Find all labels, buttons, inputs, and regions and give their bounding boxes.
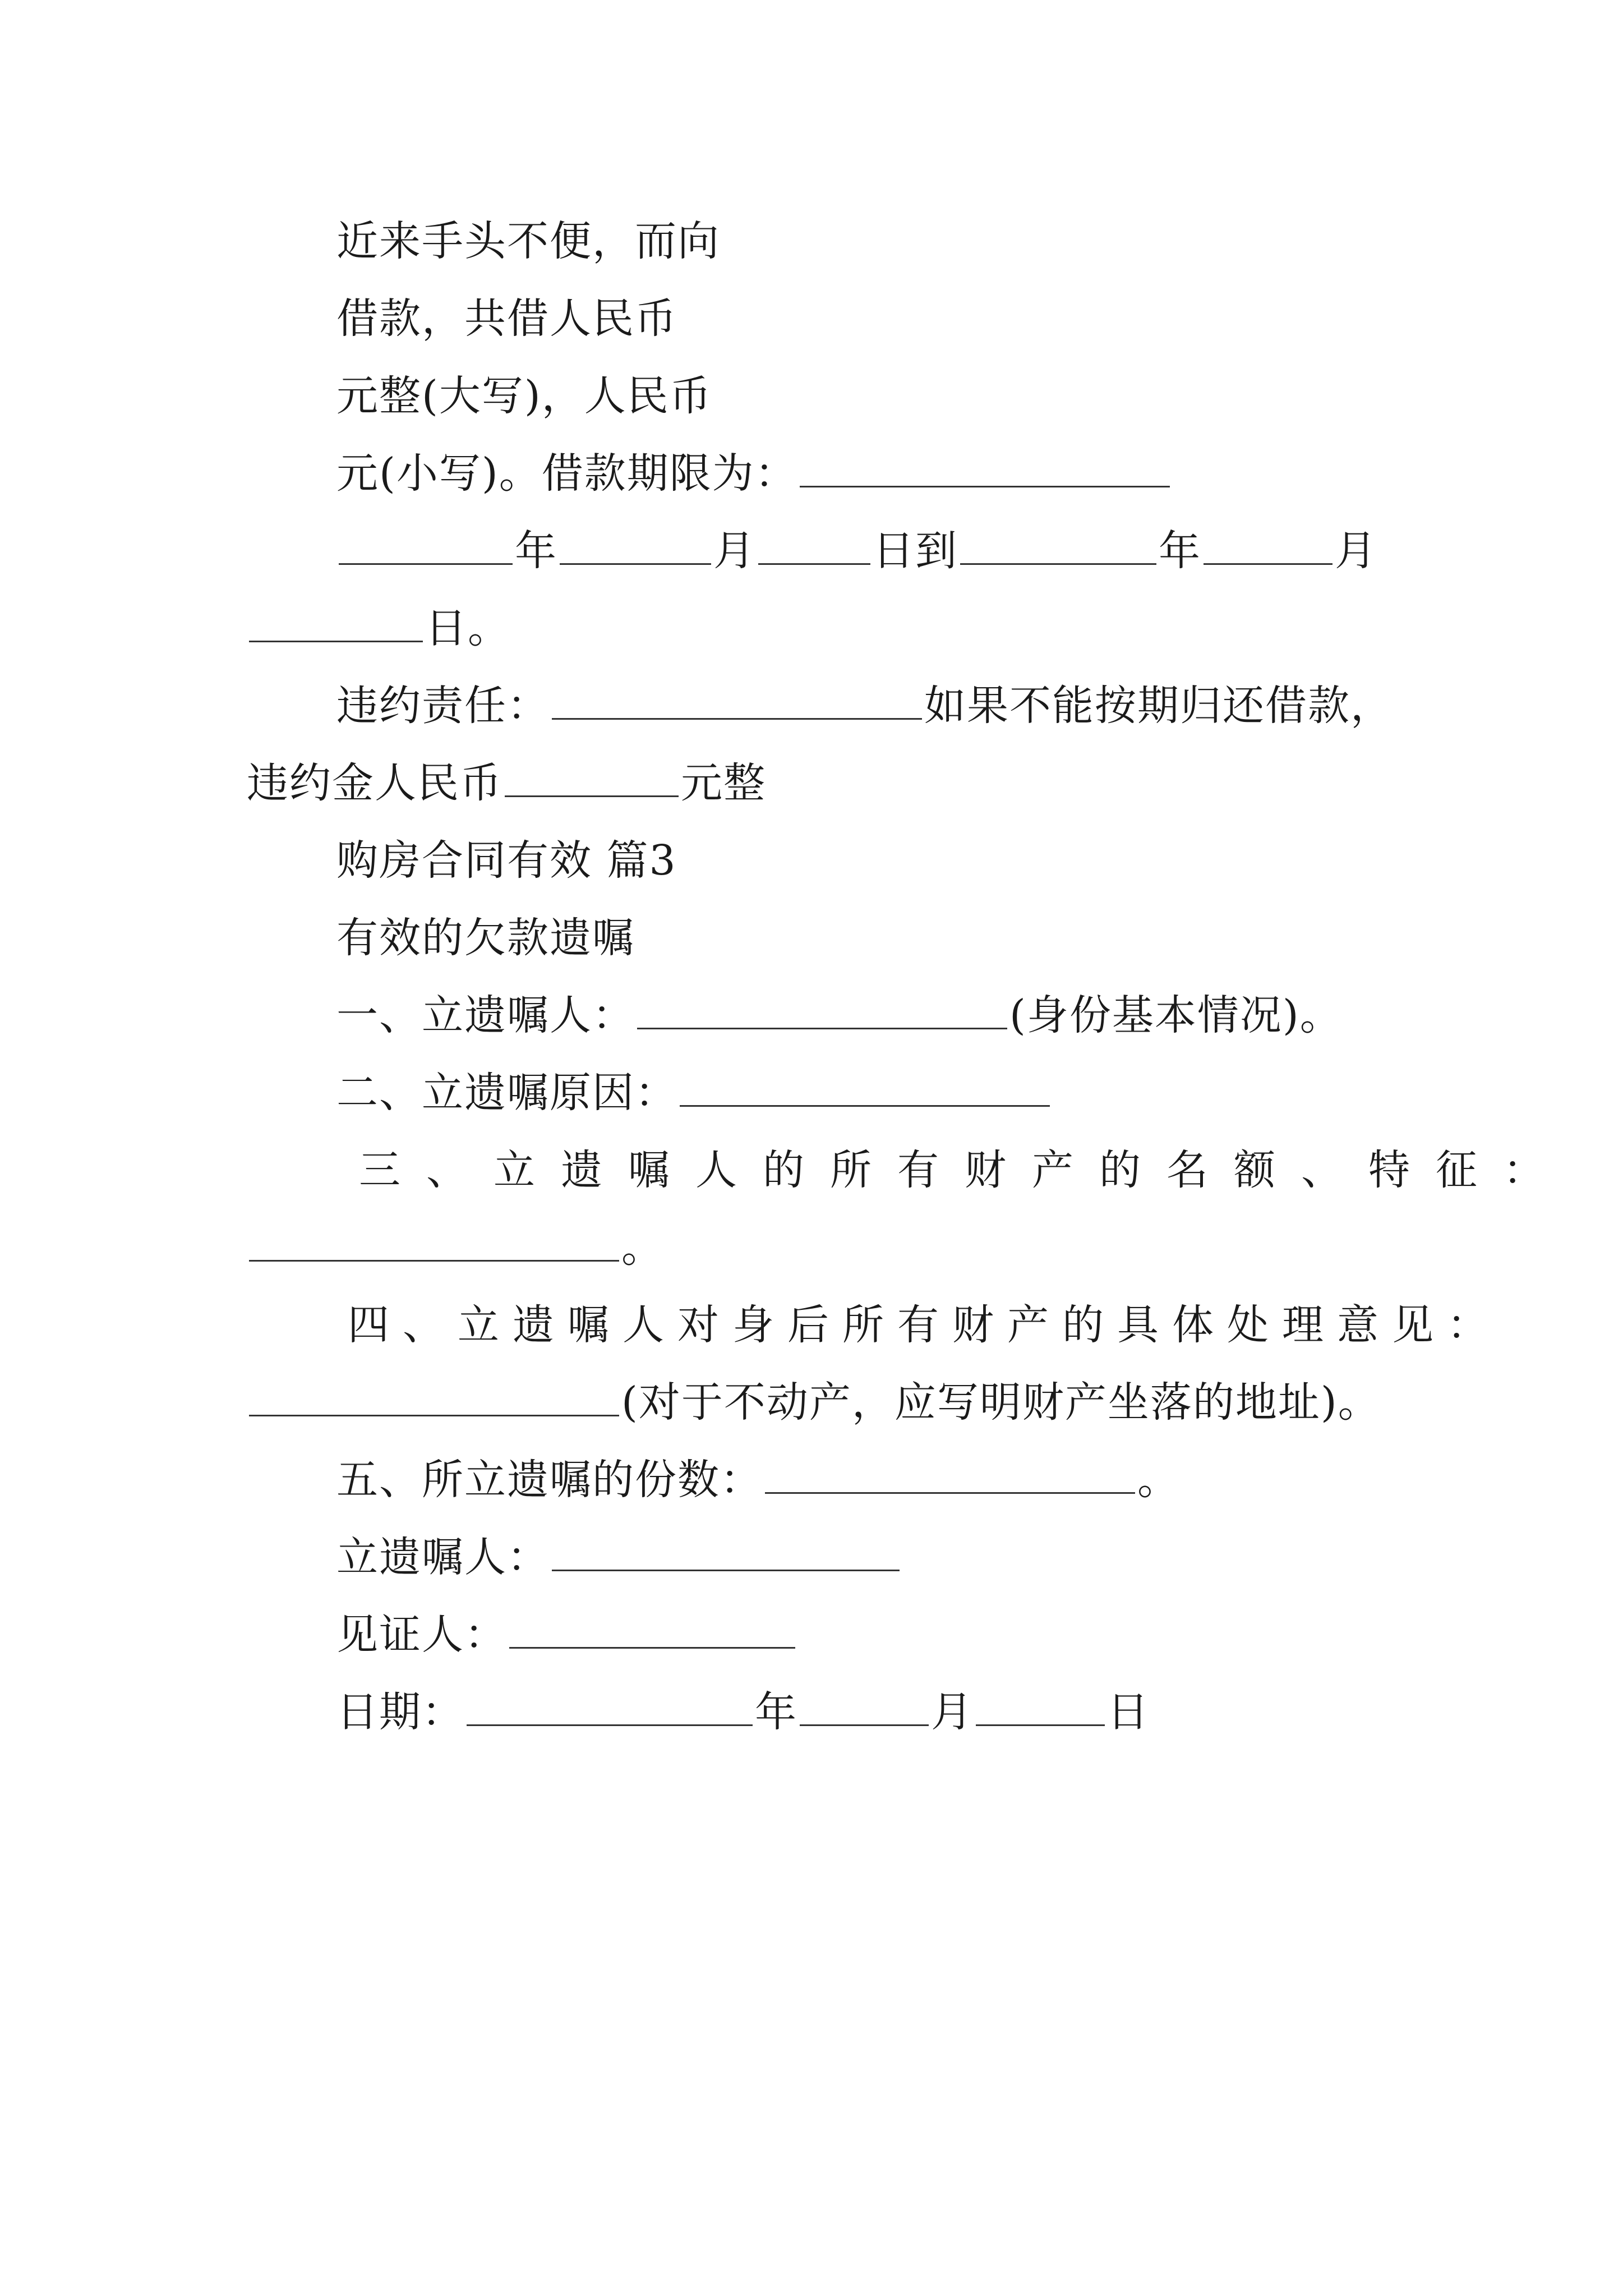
fill-blank (552, 679, 922, 720)
fill-blank (339, 524, 513, 565)
line-text: 违约责任： (336, 682, 550, 730)
line-text: 月 (931, 1688, 974, 1736)
text-line-20 (336, 1684, 1514, 1740)
fill-blank (249, 601, 423, 642)
text-line-18 (336, 1529, 1514, 1585)
text-line-14 (247, 1220, 1424, 1276)
text-line-8 (247, 755, 1424, 811)
text-line-1 (336, 213, 1514, 269)
fill-blank (505, 756, 679, 797)
line-text: 五、所立遗嘱的份数： (336, 1456, 763, 1504)
text-line-17 (336, 1452, 1514, 1508)
text-line-15 (348, 1297, 1525, 1353)
text-line-4 (336, 445, 1514, 501)
line-text: 元整(大写)，人民币 (336, 372, 712, 420)
line-text: 元(小写)。借款期限为： (336, 449, 797, 498)
fill-blank (249, 1375, 619, 1416)
line-text: 有效的欠款遗嘱 (336, 914, 635, 962)
line-text: 三、立遗嘱人的所有财产的名额、特征： (359, 1146, 1570, 1194)
fill-blank (758, 524, 870, 565)
document-title (336, 910, 1514, 966)
line-text: 年 (755, 1688, 797, 1736)
fill-blank (960, 524, 1156, 565)
line-text: (身份基本情况)。 (1009, 991, 1343, 1039)
text-line-11 (336, 987, 1514, 1043)
text-line-13 (359, 1142, 1570, 1198)
line-text: 年 (515, 527, 557, 575)
line-text: 日期： (336, 1688, 464, 1736)
fill-blank (1204, 524, 1332, 565)
fill-blank (637, 988, 1007, 1029)
fill-blank (976, 1685, 1105, 1726)
fill-blank (467, 1685, 753, 1726)
text-line-16 (247, 1374, 1424, 1430)
text-line-19 (336, 1607, 1514, 1663)
line-text: (对于不动产，应写明财产坐落的地址)。 (621, 1378, 1381, 1427)
line-text: 月 (713, 527, 756, 575)
line-text: 年 (1159, 527, 1201, 575)
fill-blank (800, 447, 1170, 487)
line-text: 购房合同有效 篇3 (336, 836, 677, 885)
line-text: 日到 (873, 527, 958, 575)
line-text: 日。 (425, 604, 510, 652)
line-text: 月 (1335, 527, 1377, 575)
line-text: 。 (1137, 1456, 1180, 1504)
line-text: 立遗嘱人： (336, 1533, 550, 1581)
fill-blank (509, 1608, 795, 1649)
line-text: 见证人： (336, 1611, 507, 1659)
line-text: 日 (1107, 1688, 1150, 1736)
fill-blank (765, 1453, 1135, 1494)
text-line-12 (336, 1065, 1514, 1121)
fill-blank (552, 1530, 900, 1571)
line-text: 借款，共借人民币 (336, 295, 677, 343)
line-text: 四、立遗嘱人对身后所有财产的具体处理意见： (348, 1301, 1502, 1349)
line-text: 近来手头不便，而向 (336, 217, 720, 265)
text-line-5 (336, 523, 1514, 579)
section-heading (336, 832, 1514, 889)
fill-blank (800, 1685, 929, 1726)
line-text: 二、立遗嘱原因： (336, 1069, 677, 1117)
line-text: 如果不能按期归还借款， (924, 682, 1393, 730)
line-text: 元整 (681, 759, 766, 807)
line-text: 。 (621, 1223, 664, 1272)
line-text: 违约金人民币 (247, 759, 502, 807)
text-line-2 (336, 291, 1514, 347)
text-line-7 (336, 678, 1514, 734)
fill-blank (680, 1066, 1050, 1107)
fill-blank (249, 1221, 619, 1262)
fill-blank (560, 524, 711, 565)
text-line-6 (247, 600, 1424, 656)
line-text: 一、立遗嘱人： (336, 991, 635, 1039)
text-line-3 (336, 368, 1514, 424)
